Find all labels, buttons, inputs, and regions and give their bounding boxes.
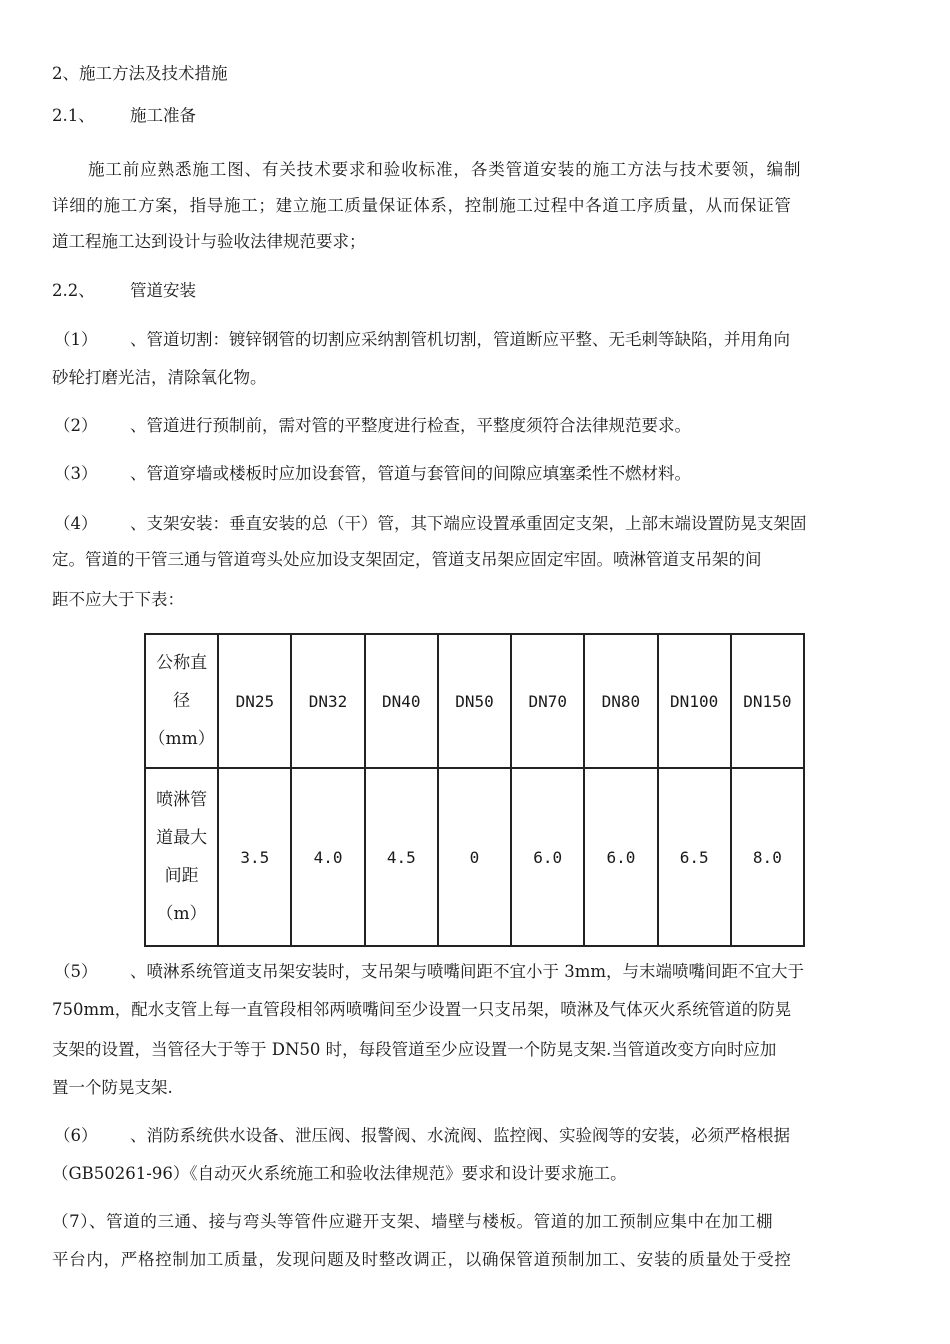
size-cell: DN32	[291, 634, 364, 768]
size-cell: DN70	[511, 634, 584, 768]
item-1-line: 砂轮打磨光洁，清除氧化物。	[52, 368, 267, 387]
size-cell: DN40	[365, 634, 438, 768]
table-row-spacings	[145, 768, 804, 946]
item-text: 、支架安装：垂直安装的总（干）管，其下端应设置承重固定支架，上部末端设置防晃支架固	[130, 514, 807, 533]
pipe-support-spacing-table	[144, 633, 805, 947]
label-part: 道最大	[156, 828, 208, 849]
item-4-line: 距不应大于下表：	[52, 590, 184, 609]
item-text: 、管道进行预制前，需对管的平整度进行检查，平整度须符合法律规范要求。	[130, 416, 691, 435]
spacing-cell: 6.5	[658, 768, 731, 946]
row-label-cell	[145, 768, 218, 946]
item-1-line	[54, 330, 790, 350]
size-cell: DN150	[731, 634, 804, 768]
label-part: （m）	[156, 904, 207, 925]
table-row-sizes	[145, 634, 804, 768]
item-5-line: 支架的设置，当管径大于等于 DN50 时，每段管道至少应设置一个防晃支架.当管道改变方向时应加	[52, 1040, 777, 1059]
subsection-number: 2.1、	[52, 106, 95, 125]
spacing-cell: 6.0	[511, 768, 584, 946]
size-cell: DN80	[584, 634, 657, 768]
item-6-line	[54, 1126, 790, 1146]
prep-paragraph-line: 详细的施工方案，指导施工；建立施工质量保证体系，控制施工过程中各道工序质量，从而保证管	[52, 196, 792, 215]
item-text: 、管道切割：镀锌钢管的切割应采纳割管机切割，管道断应平整、无毛刺等缺陷，并用角向	[130, 330, 790, 349]
spacing-cell: 4.5	[365, 768, 438, 946]
spacing-cell: 6.0	[584, 768, 657, 946]
item-text: 、消防系统供水设备、泄压阀、报警阀、水流阀、监控阀、实验阀等的安装，必须严格根据	[130, 1126, 790, 1145]
item-text: 、喷淋系统管道支吊架安装时，支吊架与喷嘴间距不宜小于 3mm，与末端喷嘴间距不宜大于	[130, 962, 805, 981]
label-part: 公称直	[156, 653, 208, 674]
item-number: （4）	[54, 514, 98, 533]
item-text: 、管道穿墙或楼板时应加设套管，管道与套管间的间隙应填塞柔性不燃材料。	[130, 464, 691, 483]
subsection-2-1-heading	[52, 106, 196, 126]
item-7-line: （7）、管道的三通、接与弯头等管件应避开支架、墙壁与楼板。管道的加工预制应集中在加工棚	[52, 1212, 774, 1231]
item-7-line: 平台内，严格控制加工质量，发现问题及时整改调正，以确保管道预制加工、安装的质量处于受控	[52, 1250, 792, 1269]
subsection-number: 2.2、	[52, 281, 95, 300]
label-part: （mm）	[148, 729, 215, 750]
item-3-line	[54, 464, 691, 484]
header-label-cell	[145, 634, 218, 768]
size-cell: DN50	[438, 634, 511, 768]
item-4-line	[54, 514, 807, 534]
item-number: （1）	[54, 330, 98, 349]
item-5-line	[54, 962, 804, 982]
spacing-cell: 3.5	[218, 768, 291, 946]
label-part: 径	[173, 691, 191, 712]
item-number: （3）	[54, 464, 98, 483]
item-5-line: 置一个防晃支架.	[52, 1078, 173, 1097]
size-cell: DN100	[658, 634, 731, 768]
label-part: 间距	[164, 866, 199, 887]
subsection-2-2-heading	[52, 281, 196, 301]
item-number: （6）	[54, 1126, 98, 1145]
item-2-line	[54, 416, 691, 436]
item-4-line: 定。管道的干管三通与管道弯头处应加设支架固定，管道支吊架应固定牢固。喷淋管道支吊架的间	[52, 550, 762, 569]
item-5-line: 750mm，配水支管上每一直管段相邻两喷嘴间至少设置一只支吊架，喷淋及气体灭火系统管道的防晃	[52, 1000, 792, 1019]
size-cell: DN25	[218, 634, 291, 768]
spacing-cell: 4.0	[291, 768, 364, 946]
spacing-cell: 0	[438, 768, 511, 946]
item-number: （5）	[54, 962, 98, 981]
label-part: 喷淋管	[156, 790, 208, 811]
section-title: 2、施工方法及技术措施	[52, 64, 228, 83]
prep-paragraph-line: 道工程施工达到设计与验收法律规范要求；	[52, 232, 366, 251]
subsection-title: 管道安装	[130, 281, 196, 300]
subsection-title: 施工准备	[130, 106, 196, 125]
spacing-cell: 8.0	[731, 768, 804, 946]
item-number: （2）	[54, 416, 98, 435]
prep-paragraph-line: 施工前应熟悉施工图、有关技术要求和验收标准，各类管道安装的施工方法与技术要领，编制	[88, 160, 802, 179]
item-6-line: （GB50261-96）《自动灭火系统施工和验收法律规范》要求和设计要求施工。	[52, 1164, 627, 1183]
